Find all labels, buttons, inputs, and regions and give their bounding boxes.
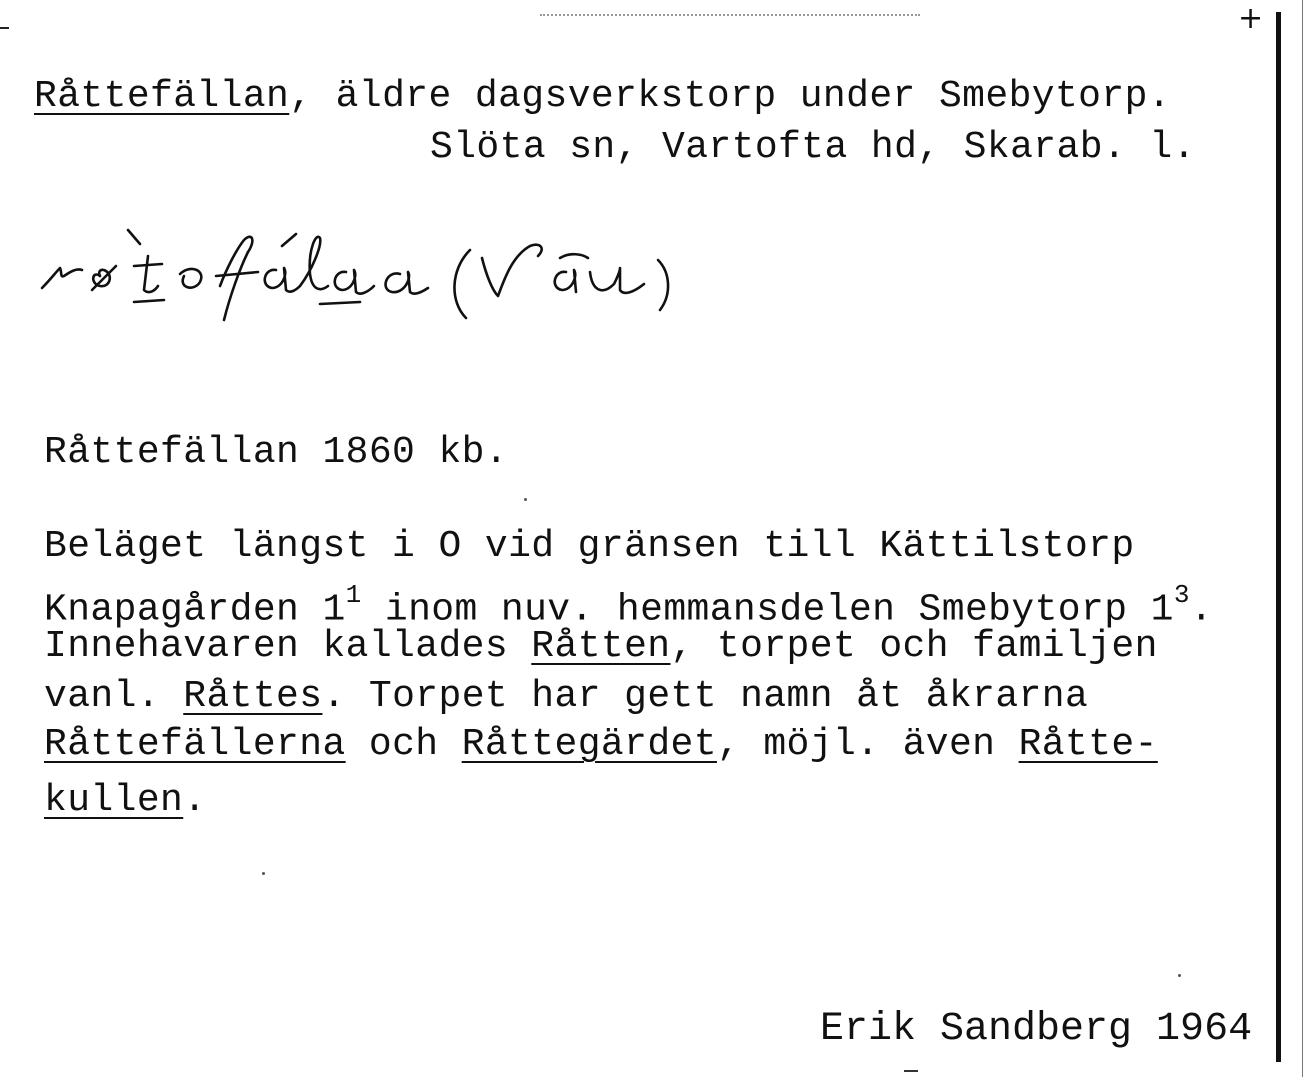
underlined-name: Råttes — [183, 675, 323, 718]
scan-speck — [524, 498, 527, 501]
location-line: Slöta sn, Vartofta hd, Skarab. l. — [430, 126, 1196, 169]
scan-speck — [1178, 974, 1181, 977]
body-line-1: Beläget längst i O vid gränsen till Kättilstorp — [44, 525, 1135, 568]
text-torpet: , torpet och familjen — [670, 625, 1158, 668]
superscript: 1 — [345, 580, 362, 610]
body-line-5 — [44, 722, 1158, 768]
underlined-name: Råtte- — [1018, 723, 1158, 766]
header-line — [34, 74, 1171, 120]
underlined-name: Råttegärdet — [461, 723, 717, 766]
text-och: och — [345, 723, 462, 766]
scan-mark — [904, 1070, 918, 1072]
underlined-name: kullen — [44, 779, 184, 822]
text-hemmansdelen: inom nuv. hemmansdelen Smebytorp 1 — [361, 588, 1174, 632]
plus-mark: + — [1238, 1, 1264, 36]
place-description: , äldre dagsverkstorp under Smebytorp. — [289, 75, 1171, 118]
underlined-name: Råtten — [531, 625, 671, 668]
signature: Erik Sandberg 1964 — [820, 1007, 1253, 1052]
scan-speck — [262, 872, 265, 875]
card-right-edge — [1276, 12, 1281, 1062]
text-innehavaren: Innehavaren kallades — [44, 625, 532, 668]
scan-border — [1302, 0, 1303, 1077]
body-line-6 — [44, 778, 206, 824]
record-line: Råttefällan 1860 kb. — [44, 431, 509, 474]
superscript: 3 — [1173, 580, 1190, 610]
top-scan-dots — [540, 14, 920, 18]
text-torpet-har: . Torpet har gett namn åt åkrarna — [322, 675, 1089, 718]
body-line-4 — [44, 674, 1088, 720]
handwritten-pronunciation — [30, 210, 680, 330]
underlined-name: Råttefällerna — [44, 723, 346, 766]
place-name: Råttefällan — [34, 75, 290, 118]
left-edge-mark — [0, 27, 9, 29]
body-line-3 — [44, 624, 1158, 670]
text-period: . — [1189, 588, 1214, 632]
text-knapagarden: Knapagården 1 — [44, 588, 346, 632]
text-mojl: , möjl. även — [716, 723, 1019, 766]
text-vanl: vanl. — [44, 675, 184, 718]
text-period: . — [183, 779, 207, 822]
